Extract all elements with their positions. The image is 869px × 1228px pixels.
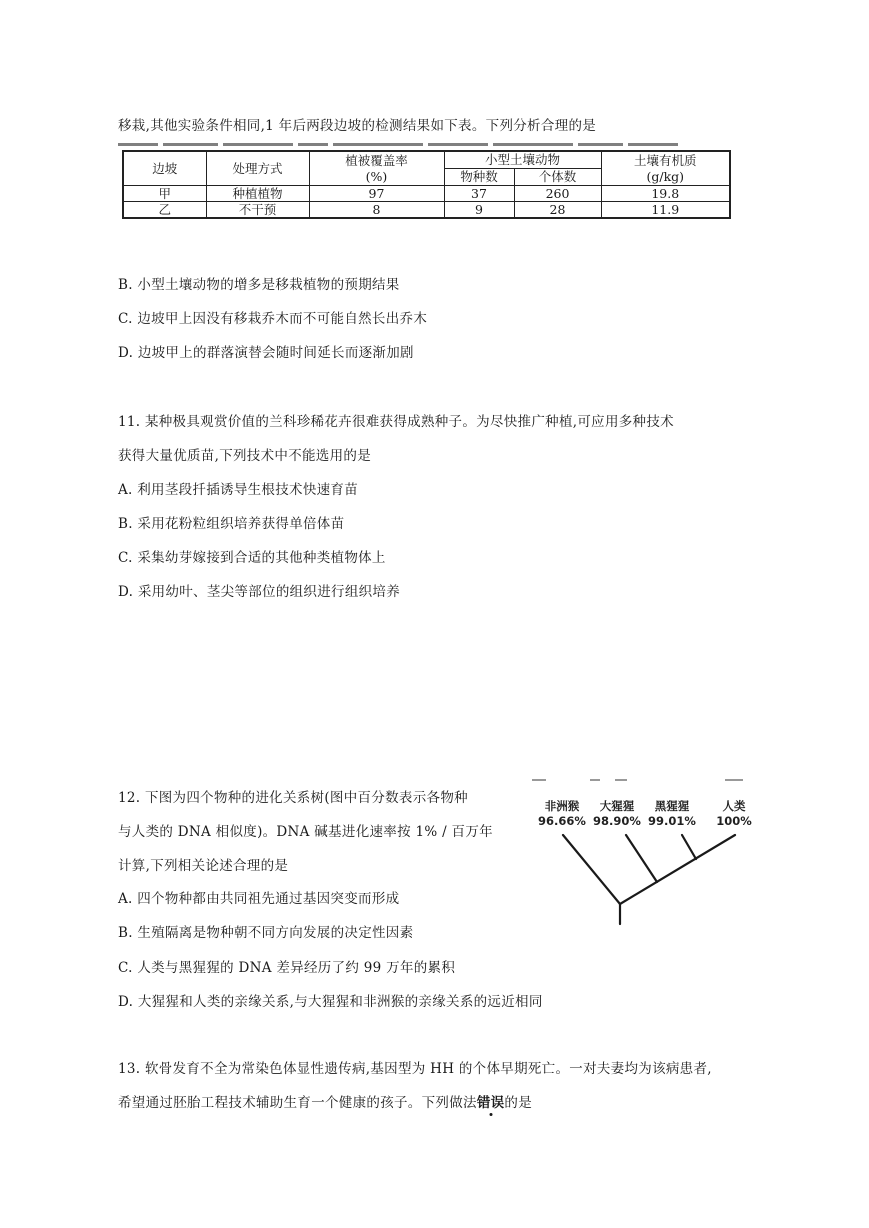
table-row: 甲 种植植物 97 37 260 19.8 [123,185,730,201]
branch-gorilla [626,835,657,882]
header-organic: 土壤有机质 [601,151,730,168]
q11-stem-line1: 11. 某种极具观赏价值的兰科珍稀花卉很难获得成熟种子。为尽快推广种植,可应用多种技术 [118,414,674,430]
q13-stem-suffix: 的是 [504,1095,533,1111]
q10-option-d: D. 边坡甲上的群落演替会随时间延长而逐渐加剧 [118,345,414,361]
cropped-text-line [118,143,683,148]
header-treatment: 处理方式 [206,151,309,185]
header-soil-animals: 小型土壤动物 [444,151,601,168]
species-label-human: 人类 100% [716,799,752,828]
q13-emphasis-wrong: 错误 [476,1095,505,1111]
q11-stem-line2: 获得大量优质苗,下列技术中不能选用的是 [118,448,371,464]
q13-stem-line1: 13. 软骨发育不全为常染色体显性遗传病,基因型为 HH 的个体早期死亡。一对夫妻均为该病患者, [118,1061,712,1077]
q11-option-b: B. 采用花粉粒组织培养获得单倍体苗 [118,516,345,532]
branch-african-monkey [563,835,620,904]
q11-option-d: D. 采用幼叶、茎尖等部位的组织进行组织培养 [118,584,401,600]
q11-option-a: A. 利用茎段扦插诱导生根技术快速育苗 [118,482,359,498]
evolution-tree-figure [530,780,765,930]
q10-option-b: B. 小型土壤动物的增多是移栽植物的预期结果 [118,277,400,293]
q12-option-a: A. 四个物种都由共同祖先通过基因突变而形成 [118,891,400,907]
q12-option-c: C. 人类与黑猩猩的 DNA 差异经历了约 99 万年的累积 [118,960,456,976]
q12-stem-line3: 计算,下列相关论述合理的是 [118,858,289,874]
q12-stem-line2: 与人类的 DNA 相似度)。DNA 碱基进化速率按 1% / 百万年 [118,824,493,840]
q12-option-b: B. 生殖隔离是物种朝不同方向发展的决定性因素 [118,925,414,941]
q12-option-d: D. 大猩猩和人类的亲缘关系,与大猩猩和非洲猴的亲缘关系的远近相同 [118,994,543,1010]
header-species-count: 物种数 [444,168,514,185]
header-individual-count: 个体数 [514,168,601,185]
header-slope: 边坡 [123,151,206,185]
branch-human [620,835,735,904]
phylogeny-branches [530,780,765,930]
table-row: 乙 不干预 8 9 28 11.9 [123,201,730,218]
species-label-gorilla: 大猩猩 98.90% [593,799,641,828]
species-label-african-monkey: 非洲猴 96.66% [538,799,586,828]
q11-option-c: C. 采集幼芽嫁接到合适的其他种类植物体上 [118,550,386,566]
header-coverage-unit: (%) [309,168,444,185]
results-table [122,150,729,220]
branch-chimpanzee [682,835,696,859]
q13-stem-prefix: 希望通过胚胎工程技术辅助生育一个健康的孩子。下列做法 [118,1095,477,1111]
q10-option-c: C. 边坡甲上因没有移栽乔木而不可能自然长出乔木 [118,311,428,327]
header-organic-unit: (g/kg) [601,168,730,185]
q13-stem-line2 [118,1091,532,1111]
q12-stem-line1: 12. 下图为四个物种的进化关系树(图中百分数表示各物种 [118,790,468,806]
header-coverage: 植被覆盖率 [309,151,444,168]
species-label-chimpanzee: 黑猩猩 99.01% [648,799,696,828]
question-intro: 移栽,其他实验条件相同,1 年后两段边坡的检测结果如下表。下列分析合理的是 [118,118,597,134]
